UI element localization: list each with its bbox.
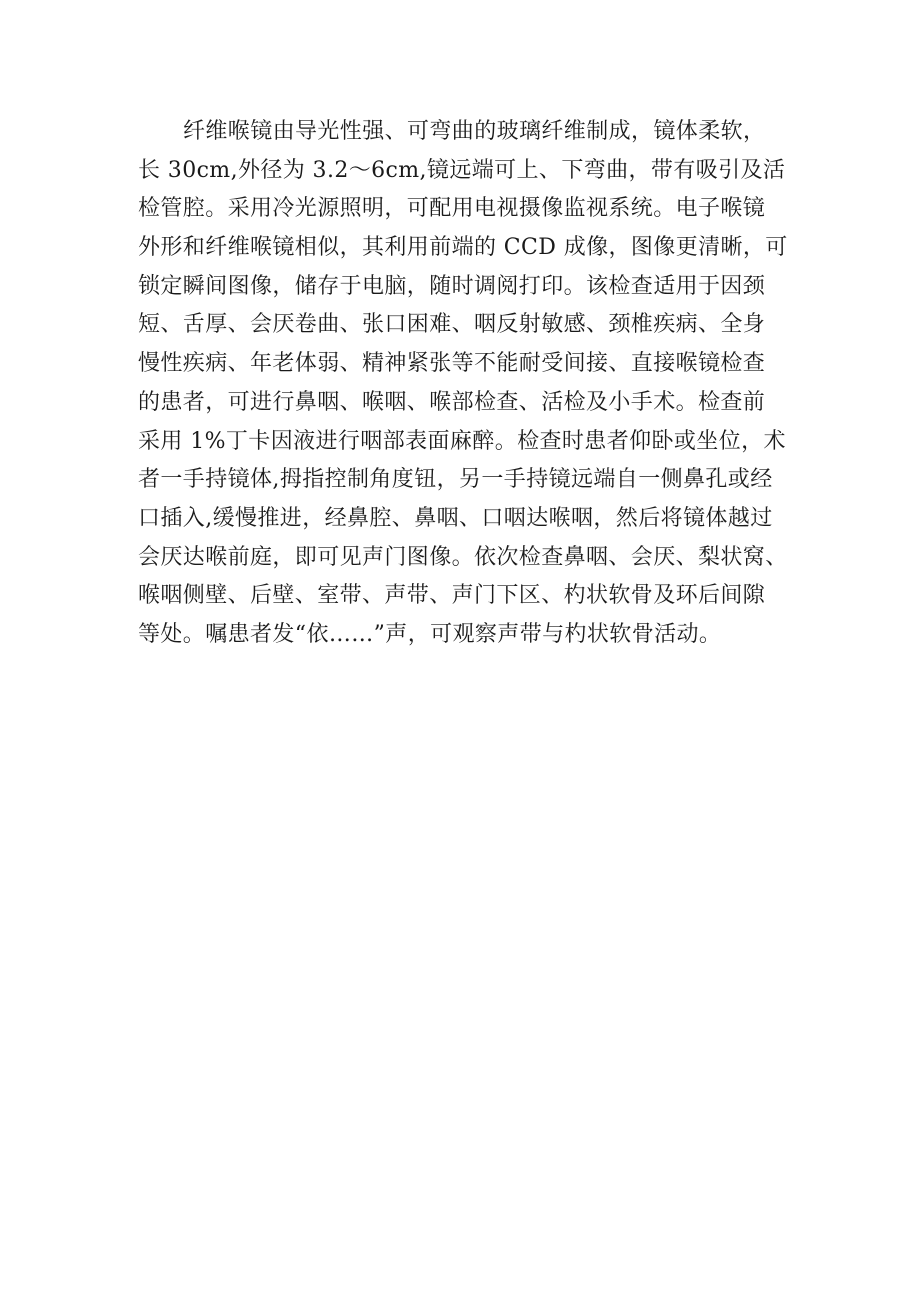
paragraph-line: 锁定瞬间图像，储存于电脑，随时调阅打印。该检查适用于因颈	[138, 273, 766, 299]
paragraph-line: 慢性疾病、年老体弱、精神紧张等不能耐受间接、直接喉镜检查	[138, 351, 766, 377]
paragraph-line: 纤维喉镜由导光性强、可弯曲的玻璃纤维制成，镜体柔软，	[183, 119, 766, 144]
paragraph-line: 等处。嘱患者发“依……”声，可观察声带与杓状软骨活动。	[138, 621, 722, 647]
paragraph-line: 会厌达喉前庭，即可见声门图像。依次检查鼻咽、会厌、梨状窝、	[138, 544, 788, 570]
paragraph-line: 喉咽侧壁、后壁、室带、声带、声门下区、杓状软骨及环后间隙	[138, 583, 766, 609]
paragraph-line: 外形和纤维喉镜相似，其利用前端的 CCD 成像，图像更清晰，可	[138, 235, 788, 261]
paragraph-line: 的患者，可进行鼻咽、喉咽、喉部检查、活检及小手术。检查前	[138, 389, 766, 415]
body-paragraph	[138, 113, 798, 655]
paragraph-line: 检管腔。采用冷光源照明，可配用电视摄像监视系统。电子喉镜	[138, 196, 766, 222]
paragraph-line: 者一手持镜体,拇指控制角度钮，另一手持镜远端自一侧鼻孔或经	[138, 467, 773, 493]
paragraph-line: 长 30cm,外径为 3.2～6cm,镜远端可上、下弯曲，带有吸引及活	[138, 157, 786, 183]
paragraph-line: 口插入,缓慢推进，经鼻腔、鼻咽、口咽达喉咽，然后将镜体越过	[138, 505, 773, 531]
paragraph-line: 采用 1%丁卡因液进行咽部表面麻醉。检查时患者仰卧或坐位，术	[138, 428, 786, 454]
paragraph-line: 短、舌厚、会厌卷曲、张口困难、咽反射敏感、颈椎疾病、全身	[138, 312, 766, 338]
